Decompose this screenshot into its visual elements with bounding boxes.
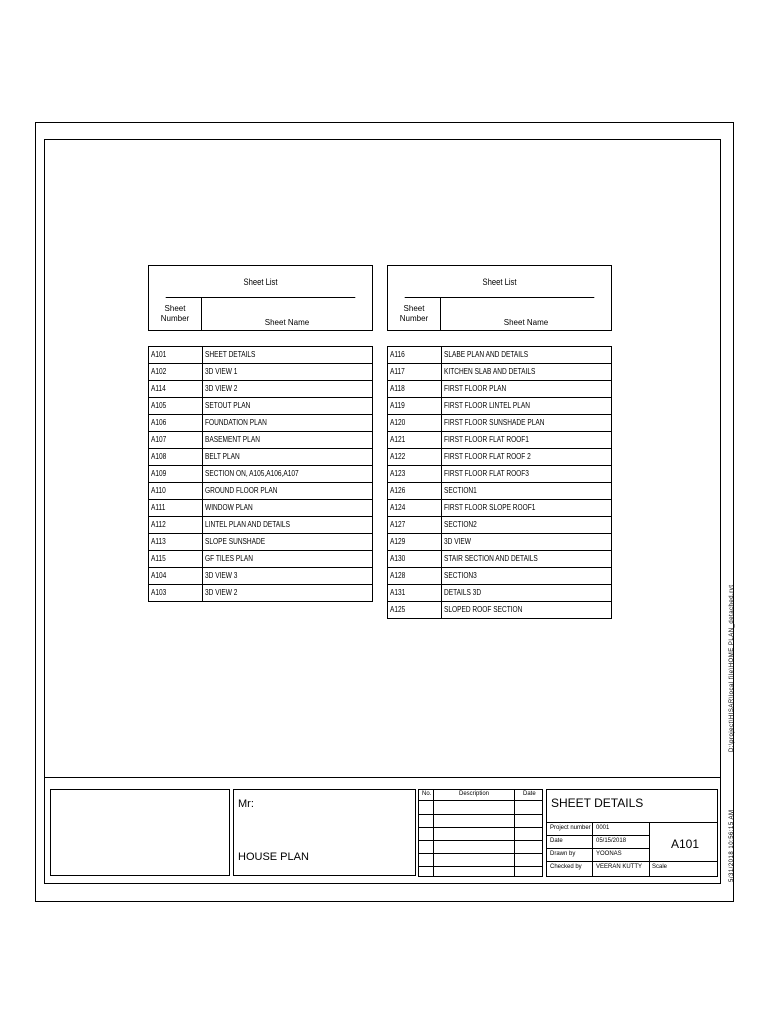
- sheet-name-text: GF TILES PLAN: [205, 554, 254, 563]
- table-row: [149, 347, 372, 364]
- sheet-inner-border: [44, 139, 721, 884]
- sheet-name-text: LINTEL PLAN AND DETAILS: [205, 520, 290, 529]
- sheet-name-cell: [442, 415, 611, 431]
- file-path-text: [729, 585, 735, 752]
- drawn-by-label: Drawn by: [550, 851, 576, 857]
- sheet-name-cell: [203, 466, 372, 482]
- sheet-number-text: A122: [390, 452, 406, 461]
- sheet-number-text: A128: [390, 571, 406, 580]
- table-row: [388, 551, 611, 568]
- sheet-number-cell: [388, 585, 442, 601]
- sheet-name-cell: [442, 466, 611, 482]
- sheet-name-cell: [442, 602, 611, 618]
- column-header-number-line1: Sheet: [164, 304, 186, 313]
- column-header-number: [149, 298, 202, 330]
- column-header-number-line2: Number: [399, 314, 429, 323]
- sheet-name-text: FOUNDATION PLAN: [205, 418, 267, 427]
- table-row: [149, 483, 372, 500]
- sheet-name-cell: [203, 568, 372, 584]
- project-name: HOUSE PLAN: [238, 851, 309, 863]
- sheet-number-cell: [149, 534, 203, 550]
- sheet-name-text: FIRST FLOOR SUNSHADE PLAN: [444, 418, 545, 427]
- table-row: [149, 568, 372, 585]
- sheet-name-cell: [442, 483, 611, 499]
- table-row: [388, 364, 611, 381]
- sheet-list-header: [387, 265, 612, 331]
- sheet-number-text: A105: [151, 401, 167, 410]
- sheet-info-box: [546, 789, 718, 877]
- column-header-number-line1: Sheet: [403, 304, 425, 313]
- sheet-name-text: GROUND FLOOR PLAN: [205, 486, 278, 495]
- table-row: [149, 364, 372, 381]
- sheet-name-cell: [442, 585, 611, 601]
- sheet-number-cell: [388, 551, 442, 567]
- sheet-name-cell: [442, 534, 611, 550]
- sheet-number-text: A126: [390, 486, 406, 495]
- sheet-number-cell: [149, 551, 203, 567]
- drawn-by-value: YOONAS: [596, 851, 622, 857]
- sheet-name-text: 3D VIEW 2: [205, 588, 238, 597]
- sheet-name-text: SECTION2: [444, 520, 477, 529]
- sheet-name-cell: [442, 449, 611, 465]
- sheet-number-text: A111: [151, 503, 166, 512]
- client-box: [233, 789, 416, 876]
- sheet-number-cell: [149, 517, 203, 533]
- sheet-number-cell: [388, 500, 442, 516]
- sheet-number-cell: [149, 381, 203, 397]
- sheet-name-text: WINDOW PLAN: [205, 503, 253, 512]
- sheet-number-text: A124: [390, 503, 406, 512]
- sheet-name-cell: [203, 364, 372, 380]
- date-value: 05/15/2018: [596, 838, 627, 844]
- sheet-number-text: A131: [390, 588, 406, 597]
- sheet-number-text: A125: [390, 605, 406, 614]
- sheet-number-cell: [149, 415, 203, 431]
- sheet-name-text: FIRST FLOOR PLAN: [444, 384, 507, 393]
- table-row: [388, 381, 611, 398]
- sheet-name-text: BELT PLAN: [205, 452, 240, 461]
- table-row: [149, 415, 372, 432]
- sheet-number-cell: [149, 500, 203, 516]
- table-row: [388, 483, 611, 500]
- table-row: [388, 585, 611, 602]
- table-row: [149, 517, 372, 534]
- sheet-number-cell: [388, 449, 442, 465]
- sheet-number-text: A118: [390, 384, 405, 393]
- sheet-number-text: A102: [151, 367, 167, 376]
- sheet-list-title: Sheet List: [405, 266, 595, 298]
- sheet-name-text: 3D VIEW 1: [205, 367, 238, 376]
- sheet-number-cell: [149, 483, 203, 499]
- column-header-name: Sheet Name: [503, 318, 549, 327]
- sheet-number-text: A104: [151, 571, 167, 580]
- sheet-number-cell: [149, 466, 203, 482]
- rev-date-header: Date: [523, 791, 536, 797]
- sheet-name-cell: [442, 381, 611, 397]
- sheet-name-text: 3D VIEW 3: [205, 571, 238, 580]
- revision-table: [418, 789, 543, 877]
- sheet-list-rows: [148, 346, 373, 602]
- sheet-number-cell: [388, 534, 442, 550]
- sheet-name-text: SECTION1: [444, 486, 477, 495]
- table-row: [149, 432, 372, 449]
- sheet-name-cell: [203, 585, 372, 601]
- sheet-name-cell: [203, 398, 372, 414]
- project-number-value: 0001: [596, 825, 610, 831]
- sheet-number-cell: [149, 585, 203, 601]
- column-header-number: [388, 298, 441, 330]
- sheet-name-text: STAIR SECTION AND DETAILS: [444, 554, 538, 563]
- table-row: [388, 568, 611, 585]
- sheet-number-text: A123: [390, 469, 406, 478]
- sheet-name-text: KITCHEN SLAB AND DETAILS: [444, 367, 536, 376]
- title-block-top-line: [44, 777, 721, 778]
- sheet-list-header: [148, 265, 373, 331]
- sheet-name-text: 3D VIEW 2: [205, 384, 238, 393]
- sheet-number-cell: [388, 568, 442, 584]
- table-row: [149, 534, 372, 551]
- sheet-number-text: A113: [151, 537, 166, 546]
- table-row: [388, 415, 611, 432]
- project-number-label: Project number: [550, 825, 591, 831]
- sheet-name-cell: [203, 347, 372, 363]
- sheet-name-text: SLABE PLAN AND DETAILS: [444, 350, 529, 359]
- sheet-list-title: Sheet List: [166, 266, 356, 298]
- sheet-number-text: A114: [151, 384, 166, 393]
- sheet-name-cell: [203, 534, 372, 550]
- table-row: [388, 432, 611, 449]
- sheet-number-cell: [149, 568, 203, 584]
- sheet-number-text: A127: [390, 520, 406, 529]
- sheet-number-text: A112: [151, 520, 166, 529]
- sheet-name-cell: [442, 551, 611, 567]
- sheet-number-cell: [149, 364, 203, 380]
- sheet-name-cell: [203, 381, 372, 397]
- table-row: [388, 602, 611, 619]
- sheet-name-text: SECTION ON, A105,A106,A107: [205, 469, 299, 478]
- sheet-name-cell: [442, 347, 611, 363]
- sheet-name-text: SETOUT PLAN: [205, 401, 251, 410]
- sheet-number-text: A130: [390, 554, 406, 563]
- table-row: [149, 585, 372, 602]
- table-row: [388, 466, 611, 483]
- sheet-number-text: A109: [151, 469, 167, 478]
- table-row: [388, 500, 611, 517]
- date-label: Date: [550, 838, 563, 844]
- scale-label: Scale: [652, 864, 668, 870]
- sheet-name-cell: [442, 500, 611, 516]
- sheet-number-cell: [388, 517, 442, 533]
- sheet-name-text: FIRST FLOOR FLAT ROOF1: [444, 435, 529, 444]
- sheet-number-cell: [149, 449, 203, 465]
- checked-by-value: VEERAN KUTTY: [596, 864, 643, 870]
- table-row: [149, 551, 372, 568]
- sheet-name-text: FIRST FLOOR SLOPE ROOF1: [444, 503, 536, 512]
- sheet-name-text: SECTION3: [444, 571, 477, 580]
- sheet-number-text: A107: [151, 435, 167, 444]
- column-header-number-line2: Number: [160, 314, 190, 323]
- sheet-name-cell: [203, 500, 372, 516]
- sheet-name-text: SHEET DETAILS: [205, 350, 256, 359]
- table-row: [149, 466, 372, 483]
- sheet-name-cell: [203, 432, 372, 448]
- sheet-number-cell: [388, 483, 442, 499]
- sheet-number-cell: [388, 415, 442, 431]
- table-row: [388, 449, 611, 466]
- sheet-number-cell: [388, 432, 442, 448]
- sheet-number-cell: [388, 364, 442, 380]
- sheet-name-cell: [442, 364, 611, 380]
- table-row: [388, 347, 611, 364]
- sheet-number-text: A119: [390, 401, 405, 410]
- sheet-name-cell: [442, 517, 611, 533]
- sheet-number-cell: [149, 432, 203, 448]
- sheet-name-cell: [203, 551, 372, 567]
- sheet-name-cell: [442, 568, 611, 584]
- sheet-number-text: A108: [151, 452, 167, 461]
- sheet-number-cell: [388, 398, 442, 414]
- sheet-number-cell: [388, 602, 442, 618]
- sheet-number-cell: [388, 466, 442, 482]
- sheet-name-text: BASEMENT PLAN: [205, 435, 260, 444]
- sheet-number-cell: [388, 347, 442, 363]
- sheet-name-cell: [442, 398, 611, 414]
- column-header-name: Sheet Name: [264, 318, 310, 327]
- checked-by-label: Checked by: [550, 864, 582, 870]
- file-path: D:\project\HISAR\local file\HOME PLAN_detached.rvt: [729, 584, 735, 752]
- logo-box: [50, 789, 230, 876]
- sheet-number-text: A116: [390, 350, 405, 359]
- sheet-name-text: FIRST FLOOR FLAT ROOF3: [444, 469, 529, 478]
- sheet-name-cell: [203, 517, 372, 533]
- table-row: [149, 381, 372, 398]
- sheet-number-cell: [149, 347, 203, 363]
- sheet-list-right: [387, 265, 612, 619]
- client-name: Mr:: [238, 798, 254, 810]
- sheet-number: A101: [671, 837, 700, 851]
- sheet-number-text: A106: [151, 418, 167, 427]
- sheet-name-cell: [203, 483, 372, 499]
- sheet-name-text: FIRST FLOOR FLAT ROOF 2: [444, 452, 531, 461]
- timestamp: 5/31/2018 10:56:15 AM: [729, 809, 735, 882]
- sheet-number-text: A101: [151, 350, 167, 359]
- rev-no-header: No.: [422, 791, 432, 797]
- sheet-name-text: DETAILS 3D: [444, 588, 482, 597]
- sheet-number-text: A110: [151, 486, 166, 495]
- sheet-name-text: SLOPE SUNSHADE: [205, 537, 266, 546]
- sheet-number-text: A103: [151, 588, 167, 597]
- sheet-number-text: A117: [390, 367, 405, 376]
- table-row: [149, 398, 372, 415]
- timestamp-text: [729, 809, 735, 882]
- sheet-list-rows: [387, 346, 612, 619]
- table-row: [149, 500, 372, 517]
- sheet-name-text: FIRST FLOOR LINTEL PLAN: [444, 401, 531, 410]
- sheet-name-text: SLOPED ROOF SECTION: [444, 605, 523, 614]
- table-row: [149, 449, 372, 466]
- table-row: [388, 398, 611, 415]
- sheet-name-cell: [203, 449, 372, 465]
- sheet-name-cell: [203, 415, 372, 431]
- sheet-title: SHEET DETAILS: [551, 796, 644, 810]
- sheet-number-text: A120: [390, 418, 406, 427]
- rev-desc-header: Description: [459, 791, 490, 797]
- table-row: [388, 517, 611, 534]
- sheet-number-text: A115: [151, 554, 166, 563]
- sheet-number-text: A129: [390, 537, 406, 546]
- sheet-name-text: 3D VIEW: [444, 537, 471, 546]
- sheet-name-cell: [442, 432, 611, 448]
- sheet-number-text: A121: [390, 435, 406, 444]
- sheet-list-left: [148, 265, 373, 602]
- sheet-number-cell: [149, 398, 203, 414]
- table-row: [388, 534, 611, 551]
- sheet-number-cell: [388, 381, 442, 397]
